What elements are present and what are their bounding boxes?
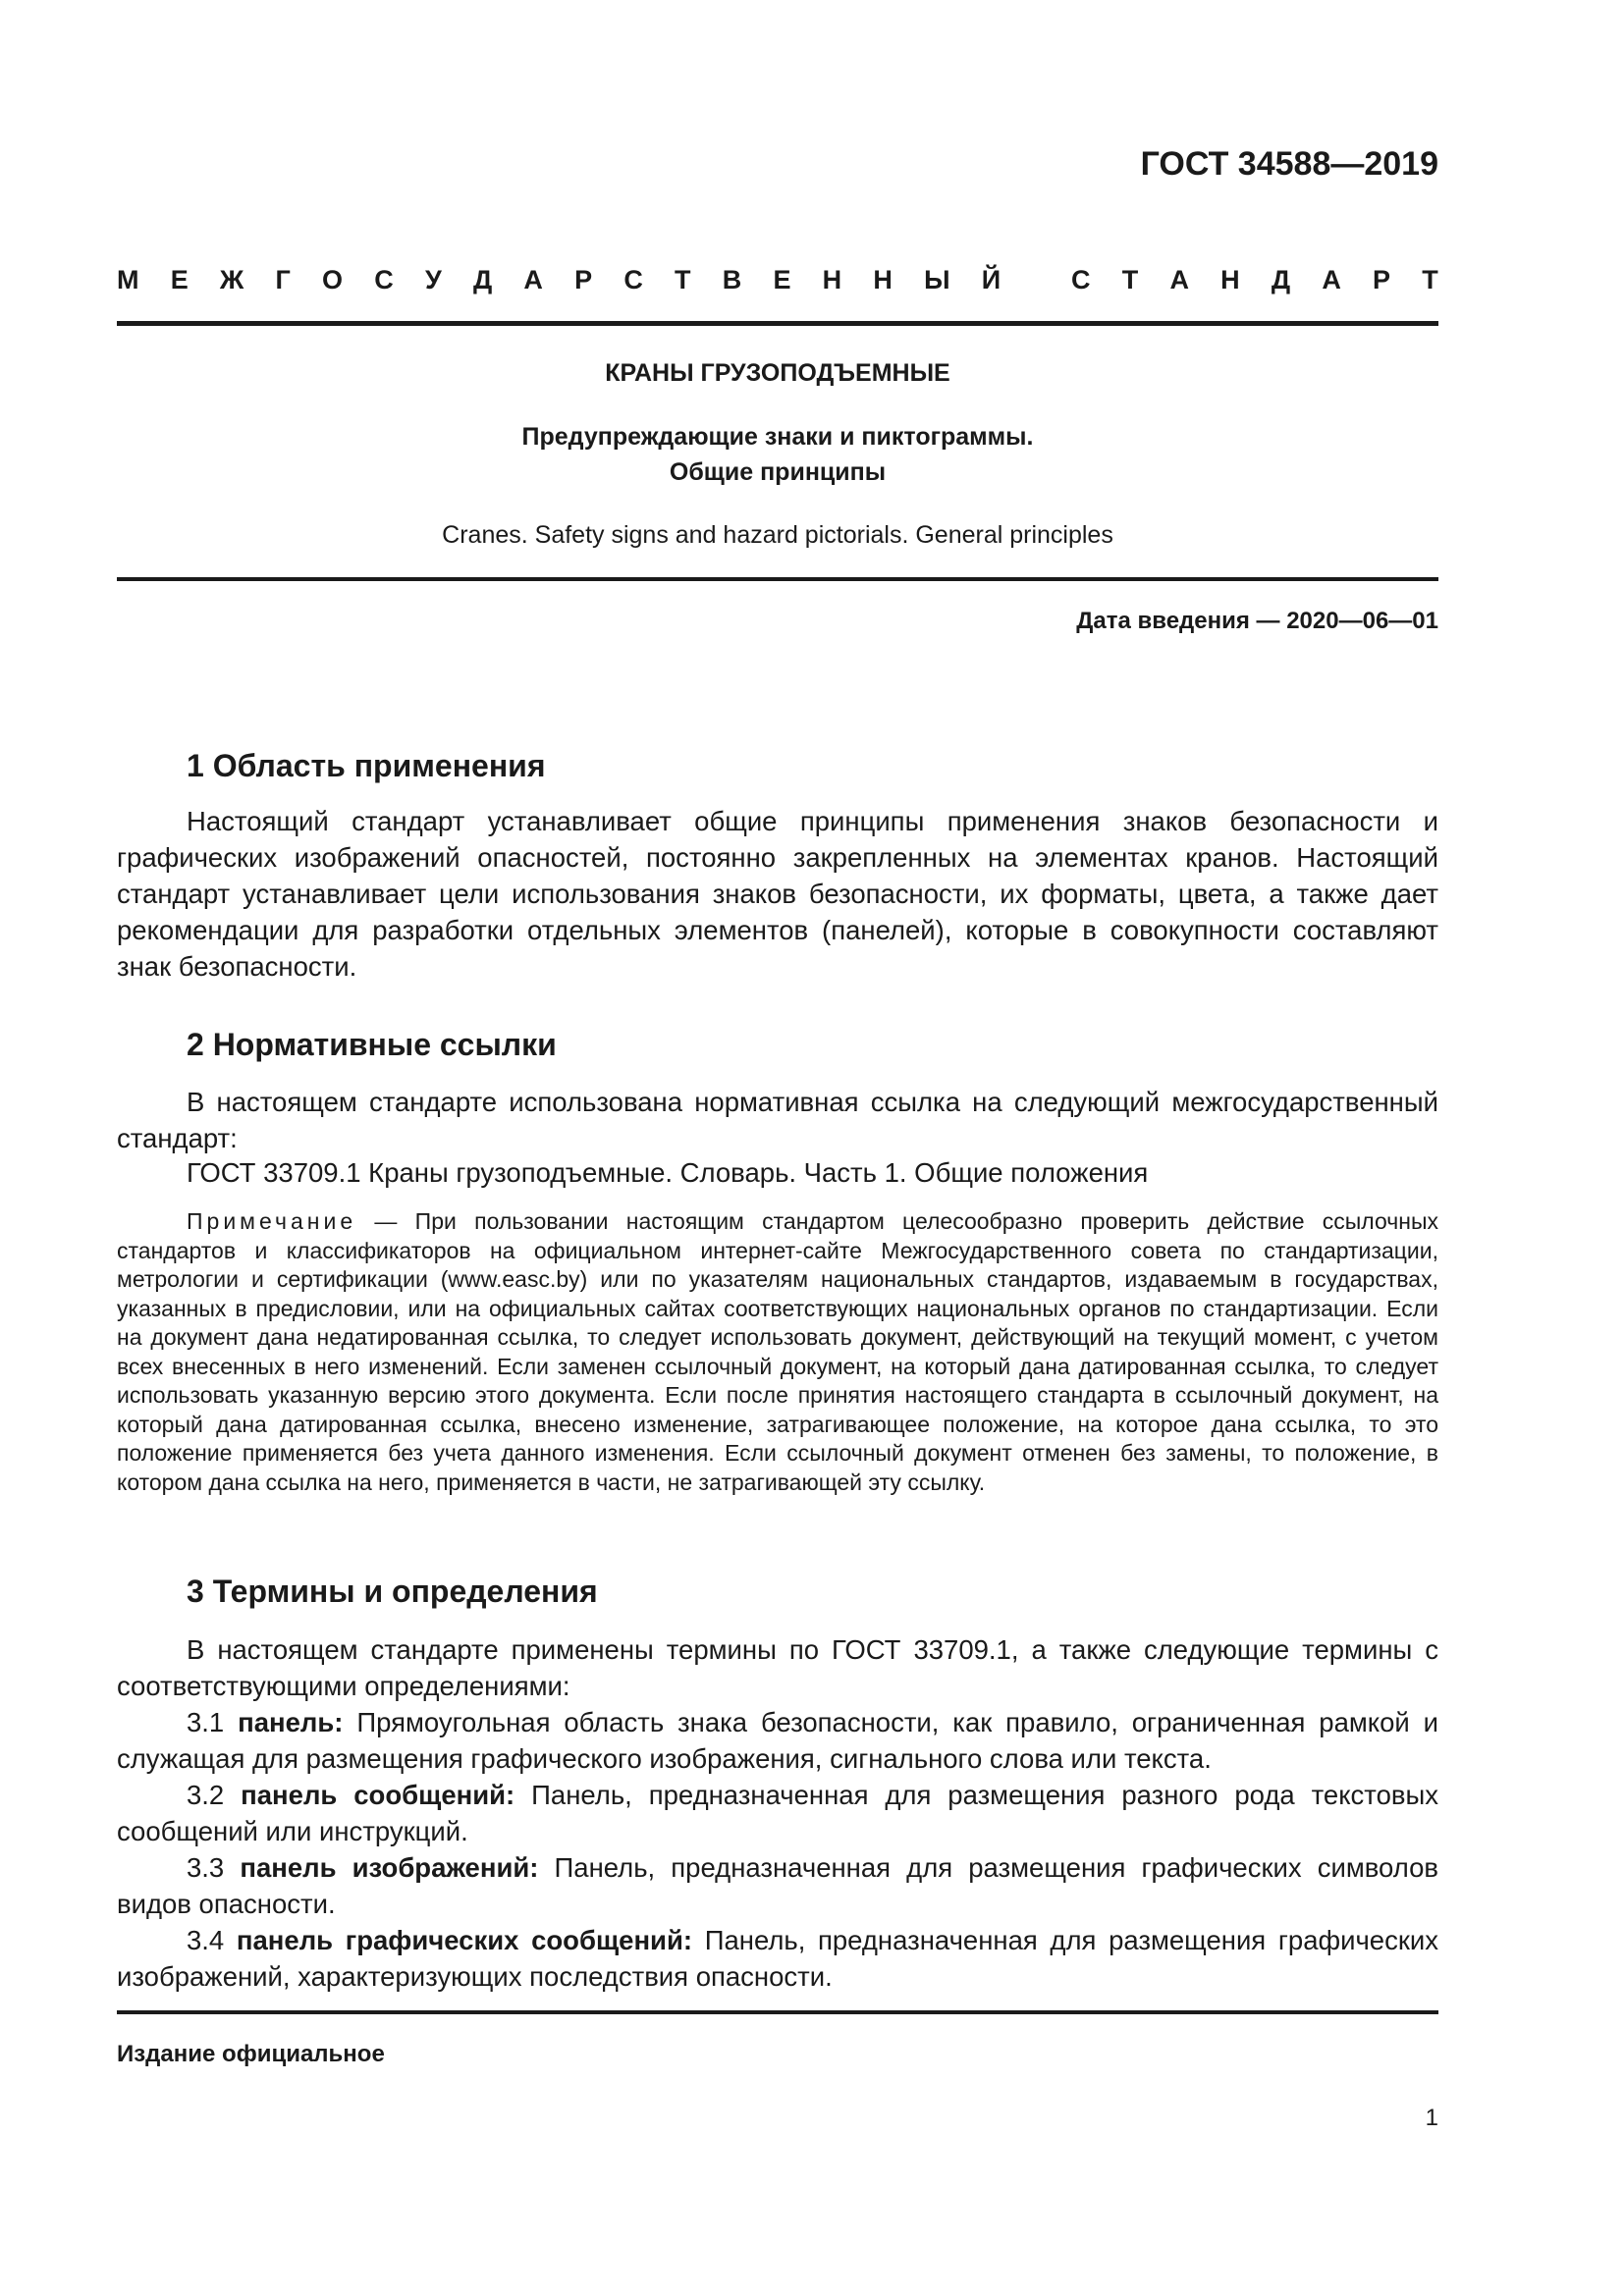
- term-text: Панель, предназначенная для размещения графических символов видов опасности.: [117, 1852, 1438, 1919]
- banner-letter: Т: [675, 265, 691, 294]
- section-1-heading: 1 Область применения: [187, 748, 546, 783]
- term-text: Панель, предназначенная для размещения разного рода текстовых сообщений или инструкций.: [117, 1780, 1438, 1846]
- normative-reference: ГОСТ 33709.1 Краны грузоподъемные. Словарь. Часть 1. Общие положения: [187, 1157, 1149, 1188]
- banner-letter: Е: [773, 265, 791, 294]
- banner-letter: Е: [170, 265, 189, 294]
- banner-letter: Й: [981, 265, 1001, 294]
- banner-letter: О: [322, 265, 344, 294]
- document-number: ГОСТ 34588—2019: [1140, 145, 1438, 183]
- banner-letter: Ы: [924, 265, 950, 294]
- banner-word-gap: [1032, 265, 1040, 295]
- banner-letter: Р: [1373, 265, 1391, 294]
- banner-letter: В: [722, 265, 742, 294]
- official-edition-label: Издание официальное: [117, 2041, 385, 2067]
- banner-letter: Т: [1121, 265, 1139, 294]
- banner-letter: Н: [822, 265, 842, 294]
- banner-letter: С: [374, 265, 394, 294]
- note-block: [117, 1207, 1438, 1497]
- banner-letter: Д: [472, 265, 493, 294]
- term-text: Панель, предназначенная для размещения графических изображений, характеризующих последствия опасности.: [117, 1925, 1438, 1992]
- banner-letter: С: [623, 265, 643, 294]
- introduction-date: Дата введения — 2020—06—01: [1076, 608, 1438, 634]
- section-1-paragraph: Настоящий стандарт устанавливает общие принципы применения знаков безопасности и графических изображений опасностей, постоянно закрепленных на элементах кранов. Настоящий стандарт устанавливает цели использования знаков безопасности, их форматы, цвета, а также дает рекомендации для разработки отдельных элементов (панелей), которые в совокупности составляют знак безопасности.: [117, 806, 1438, 982]
- term-number: 3.1: [187, 1707, 239, 1737]
- term-definition: [117, 1849, 1438, 1922]
- standard-title: КРАНЫ ГРУЗОПОДЪЕМНЫЕ: [605, 359, 950, 387]
- section-2-paragraph: В настоящем стандарте использована нормативная ссылка на следующий межгосударственный стандарт:: [117, 1087, 1438, 1153]
- term-definition: [117, 1704, 1438, 1777]
- note-label: Примечание: [187, 1208, 357, 1234]
- page-number: 1: [1425, 2105, 1438, 2131]
- english-title: Cranes. Safety signs and hazard pictorials. General principles: [442, 521, 1113, 549]
- banner-letter: М: [117, 265, 139, 294]
- banner-letter: А: [523, 265, 543, 294]
- banner-letter: Р: [574, 265, 593, 294]
- term-text: Прямоугольная область знака безопасности, как правило, ограниченная рамкой и служащая для размещения графического изображения, сигнального слова или текста.: [117, 1707, 1438, 1774]
- banner-letter: Г: [275, 265, 291, 294]
- standard-subtitle-line1: Предупреждающие знаки и пиктограммы.: [521, 423, 1034, 451]
- term-number: 3.4: [187, 1925, 237, 1955]
- footer-divider: [117, 2010, 1438, 2014]
- term-definition: [117, 1777, 1438, 1849]
- term-name: панель:: [238, 1707, 344, 1737]
- term-name: панель сообщений:: [241, 1780, 515, 1810]
- banner-letter: У: [424, 265, 442, 294]
- note-text: — При пользовании настоящим стандартом целесообразно проверить действие ссылочных стандартов и классификаторов на официальном интернет-сайте Межгосударственного совета по стандартизации, метрологии и сертификации (www.easc.by) или по указателям национальных стандартов, издаваемым в государствах, указанных в предисловии, или на официальных сайтах соответствующих национальных органов по стандартизации. Если на документ дана недатированная ссылка, то следует использовать документ, действующий на текущий момент, с учетом всех внесенных в него изменений. Если заменен ссылочный документ, на который дана датированная ссылка, то следует использовать указанную версию этого документа. Если после принятия настоящего стандарта в ссылочный документ, на который дана датированная ссылка, внесено изменение, затрагивающее положение, на которое дана ссылка, то это положение применяется без учета данного изменения. Если ссылочный документ отменен без замены, то положение, в котором дана ссылка на него, применяется в части, не затрагивающей эту ссылку.: [117, 1208, 1438, 1495]
- section-3-paragraph: В настоящем стандарте применены термины по ГОСТ 33709.1, а также следующие термины с соответствующими определениями:: [117, 1634, 1438, 1701]
- section-3-heading: 3 Термины и определения: [187, 1574, 598, 1609]
- banner-letter: Д: [1271, 265, 1291, 294]
- banner-letter: Н: [873, 265, 893, 294]
- banner-letter: Н: [1220, 265, 1240, 294]
- banner-letter: Ж: [219, 265, 244, 294]
- interstate-standard-banner: [117, 265, 1438, 295]
- standard-subtitle-line2: Общие принципы: [669, 458, 887, 486]
- term-number: 3.2: [187, 1780, 242, 1810]
- banner-letter: А: [1169, 265, 1189, 294]
- term-definition: [117, 1922, 1438, 1995]
- top-divider: [117, 321, 1438, 326]
- term-number: 3.3: [187, 1852, 241, 1883]
- title-divider: [117, 577, 1438, 581]
- banner-letter: С: [1071, 265, 1091, 294]
- term-name: панель графических сообщений:: [236, 1925, 693, 1955]
- term-name: панель изображений:: [240, 1852, 539, 1883]
- section-2-heading: 2 Нормативные ссылки: [187, 1027, 557, 1062]
- banner-letter: Т: [1422, 265, 1438, 294]
- banner-letter: А: [1322, 265, 1341, 294]
